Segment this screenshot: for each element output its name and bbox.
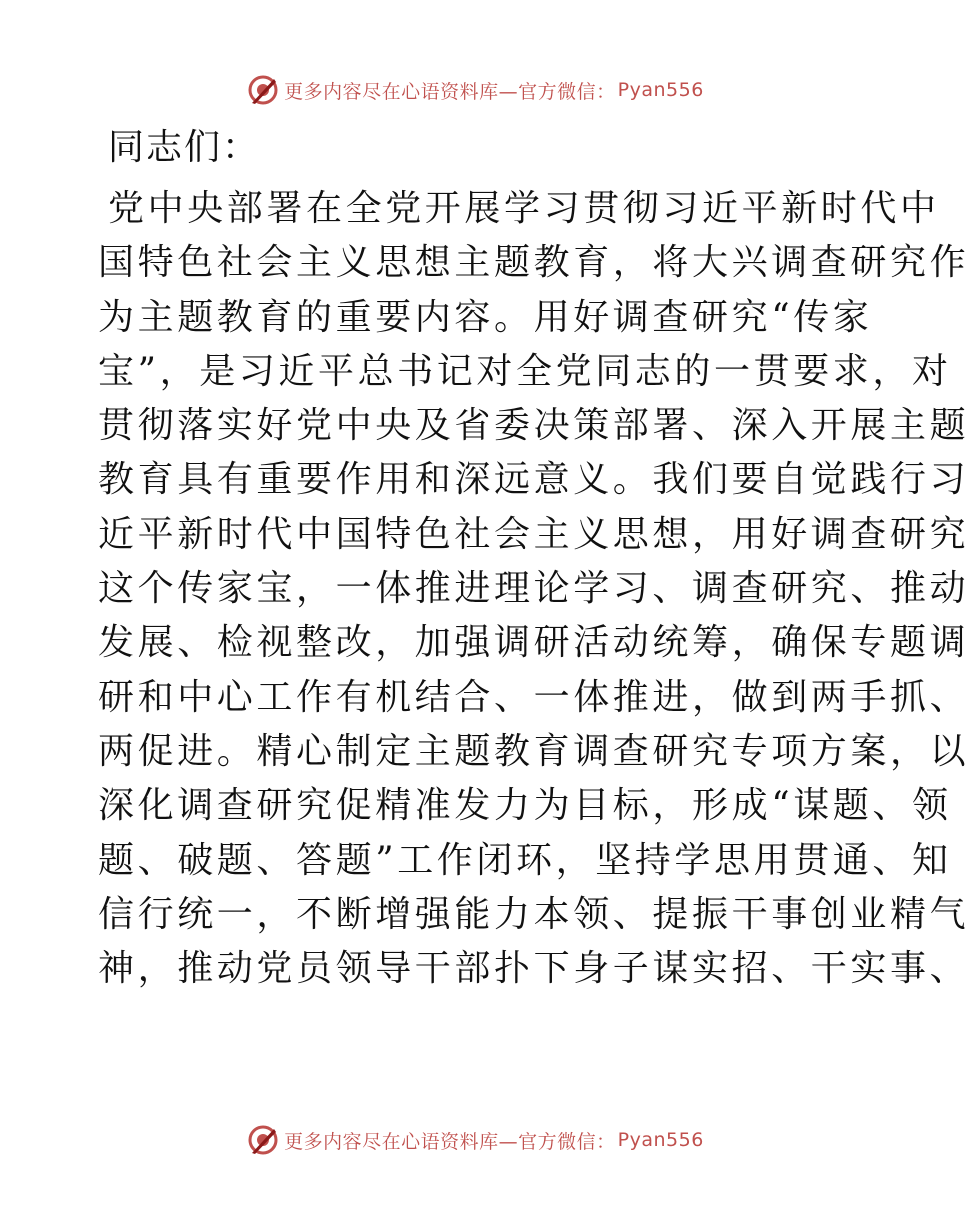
paragraph-line: 近平新时代中国特色社会主义思想，用好调查研究 xyxy=(98,513,969,555)
watermark-wechat-id: Pyan556 xyxy=(617,1129,704,1151)
paragraph-line: 发展、检视整改，加强调研活动统筹，确保专题调 xyxy=(98,622,969,664)
paragraph-line: 研和中心工作有机结合、一体推进，做到两手抓、 xyxy=(98,676,969,718)
footer-watermark xyxy=(0,1120,950,1160)
paragraph-line: 信行统一，不断增强能力本领、提振干事创业精气 xyxy=(98,893,969,935)
paragraph-line: 党中央部署在全党开展学习贯彻习近平新时代中 xyxy=(108,188,940,229)
paragraph-line: 宝”，是习近平总书记对全党同志的一贯要求，对 xyxy=(98,350,952,392)
quill-logo-icon xyxy=(246,1123,280,1157)
watermark-text: 更多内容尽在心语资料库—官方微信： xyxy=(284,80,616,103)
quill-logo-icon xyxy=(246,73,280,107)
paragraph-line: 国特色社会主义思想主题教育，将大兴调查研究作 xyxy=(98,242,969,284)
paragraph-line: 深化调查研究促精准发力为目标，形成“谋题、领 xyxy=(98,785,952,827)
paragraph-line: 题、破题、答题”工作闭环，坚持学思用贯通、知 xyxy=(98,839,952,881)
paragraph-line: 为主题教育的重要内容。用好调查研究“传家 xyxy=(98,296,873,338)
header-watermark xyxy=(0,70,950,110)
watermark-wechat-id: Pyan556 xyxy=(617,79,704,101)
document-body xyxy=(98,120,969,996)
paragraph-line: 教育具有重要作用和深远意义。我们要自觉践行习 xyxy=(98,459,969,501)
paragraph-line: 这个传家宝，一体推进理论学习、调查研究、推动 xyxy=(98,568,969,610)
paragraph-line: 贯彻落实好党中央及省委决策部署、深入开展主题 xyxy=(98,405,969,447)
paragraph-line: 神，推动党员领导干部扑下身子谋实招、干实事、 xyxy=(98,948,969,990)
paragraph-line: 两促进。精心制定主题教育调查研究专项方案，以 xyxy=(98,730,969,772)
watermark-text: 更多内容尽在心语资料库—官方微信： xyxy=(284,1130,616,1153)
salutation: 同志们： xyxy=(108,127,261,168)
